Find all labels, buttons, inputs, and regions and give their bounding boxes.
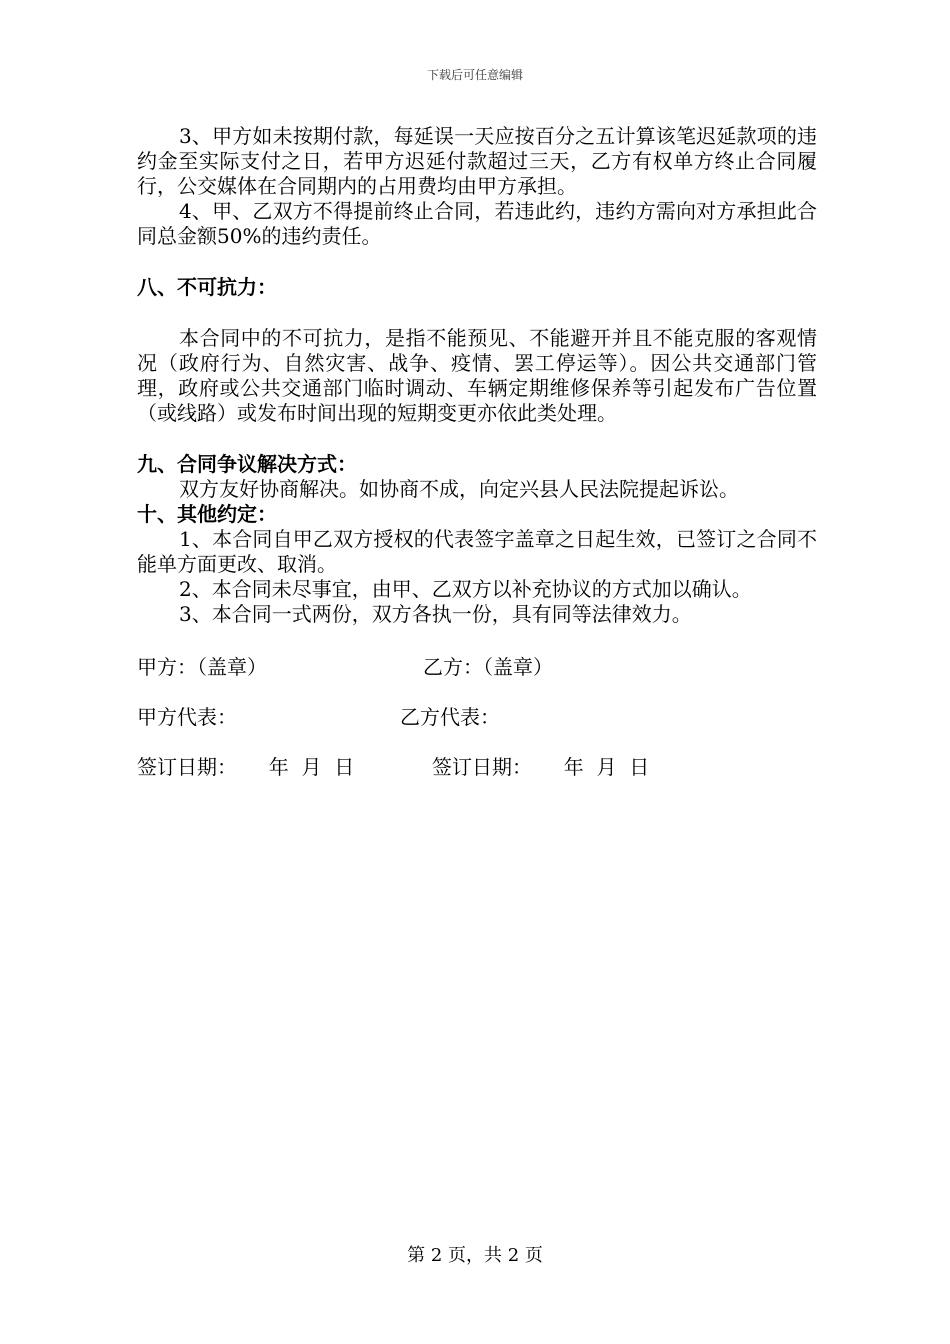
- section-10-title: 十、其他约定：: [137, 502, 277, 526]
- party-a-seal-label: 甲方：（盖章）: [137, 655, 267, 679]
- representative-row: [137, 705, 817, 730]
- section-9-body: 双方友好协商解决。如协商不成，向定兴县人民法院提起诉讼。: [179, 477, 739, 501]
- party-b-sign-date: 签订日期： 年 月 日: [432, 755, 650, 779]
- section-10-item-3: 3、本合同一式两份，双方各执一份，具有同等法律效力。: [179, 602, 692, 626]
- section-9-title: 九、合同争议解决方式：: [137, 452, 357, 476]
- document-body: [137, 124, 817, 780]
- section-8-title: 八、不可抗力：: [137, 275, 277, 299]
- section-10-item-2: 2、本合同未尽事宜，由甲、乙双方以补充协议的方式加以确认。: [179, 577, 752, 601]
- party-a-sign-date: 签订日期： 年 月 日: [137, 755, 355, 779]
- party-b-rep-label: 乙方代表：: [400, 705, 500, 729]
- penalty-clause-4: 4、甲、乙双方不得提前终止合同，若违此约，违约方需向对方承担此合同总金额50%的违约责任。: [137, 199, 817, 248]
- party-b-seal-label: 乙方：（盖章）: [423, 655, 553, 679]
- penalty-clause-3: 3、甲方如未按期付款，每延误一天应按百分之五计算该笔迟延款项的违约金至实际支付之日，若甲方迟延付款超过三天，乙方有权单方终止合同履行，公交媒体在合同期内的占用费均由甲方承担。: [137, 124, 817, 198]
- section-10-item-1: 1、本合同自甲乙双方授权的代表签字盖章之日起生效，已签订之合同不能单方面更改、取消。: [137, 527, 817, 576]
- party-a-rep-label: 甲方代表：: [137, 705, 237, 729]
- section-8-body: 本合同中的不可抗力，是指不能预见、不能避开并且不能克服的客观情况（政府行为、自然灾害、战争、疫情、罢工停运等）。因公共交通部门管理，政府或公共交通部门临时调动、车辆定期维修保养等引起发布广告位置（或线路）或发布时间出现的短期变更亦依此类处理。: [137, 326, 817, 425]
- seal-row: [137, 655, 817, 680]
- sign-date-row: [137, 755, 817, 780]
- page-header: 下载后可任意编辑: [426, 68, 523, 82]
- page-footer: 第 2 页，共 2 页: [407, 1245, 543, 1266]
